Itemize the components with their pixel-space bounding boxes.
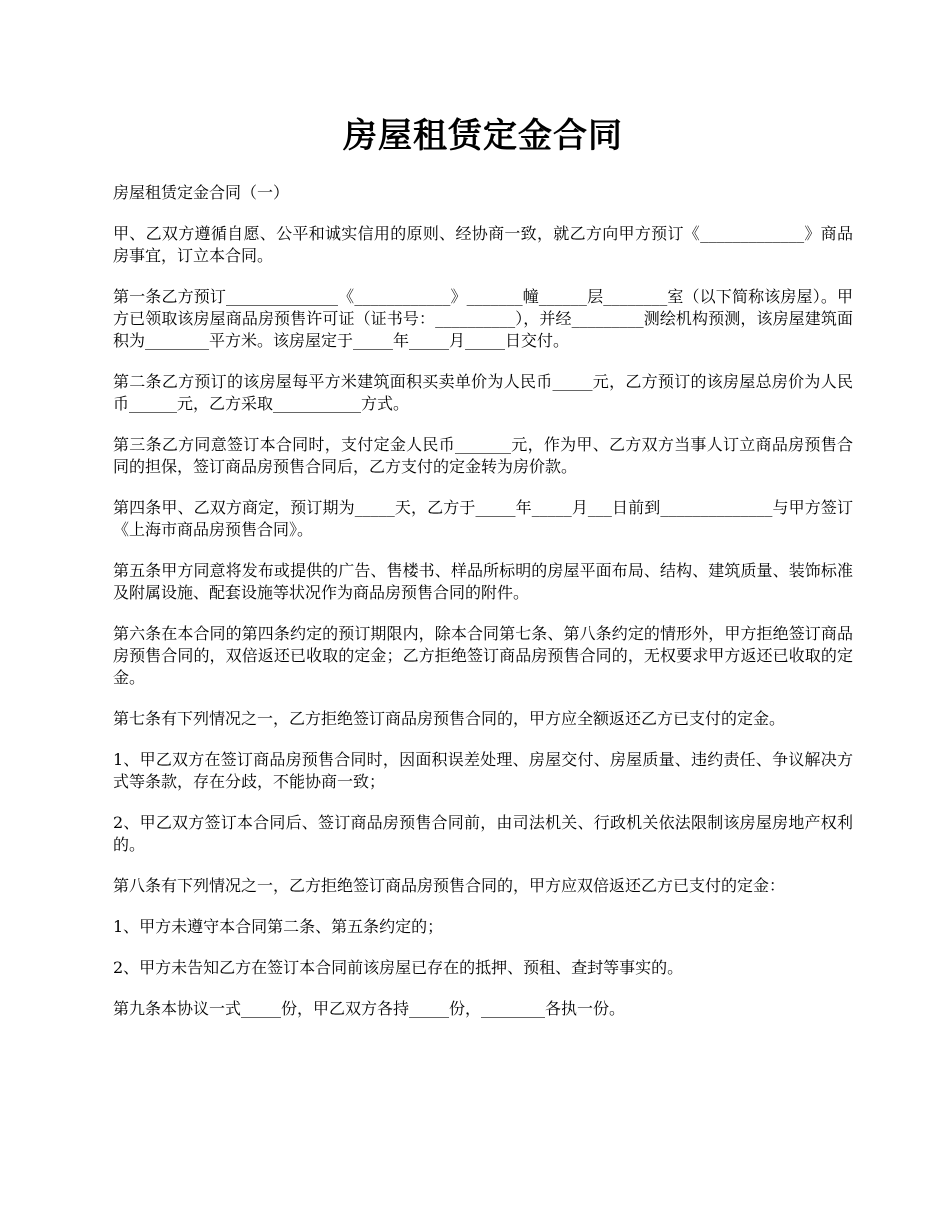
- article-4-paragraph: 第四条甲、乙双方商定，预订期为_____天，乙方于_____年_____月___日前到______________与甲方签订《上海市商品房预售合同》。: [113, 498, 853, 539]
- preamble-paragraph: 甲、乙双方遵循自愿、公平和诚实信用的原则、经协商一致，就乙方向甲方预订《_____________》商品房事宜，订立本合同。: [113, 224, 853, 265]
- article-3-paragraph: 第三条乙方同意签订本合同时，支付定金人民币_______元，作为甲、乙方双方当事人订立商品房预售合同的担保，签订商品房预售合同后，乙方支付的定金转为房价款。: [113, 435, 853, 476]
- document-page: [113, 110, 853, 1039]
- article-2-paragraph: 第二条乙方预订的该房屋每平方米建筑面积买卖单价为人民币_____元，乙方预订的该房屋总房价为人民币______元，乙方采取___________方式。: [113, 372, 853, 413]
- document-title: 房屋租赁定金合同: [343, 116, 623, 156]
- article-5-paragraph: 第五条甲方同意将发布或提供的广告、售楼书、样品所标明的房屋平面布局、结构、建筑质量、装饰标准及附属设施、配套设施等状况作为商品房预售合同的附件。: [113, 561, 853, 602]
- article-7-paragraph: 第七条有下列情况之一，乙方拒绝签订商品房预售合同的，甲方应全额返还乙方已支付的定金。: [113, 709, 786, 728]
- article-7-item-2: 2、甲乙双方签订本合同后、签订商品房预售合同前，由司法机关、行政机关依法限制该房屋房地产权利的。: [113, 813, 853, 854]
- article-9-paragraph: 第九条本协议一式_____份，甲乙双方各持_____份，________各执一份。: [113, 999, 626, 1018]
- article-7-item-1: 1、甲乙双方在签订商品房预售合同时，因面积误差处理、房屋交付、房屋质量、违约责任、争议解决方式等条款，存在分歧，不能协商一致；: [113, 750, 853, 791]
- article-6-paragraph: 第六条在本合同的第四条约定的预订期限内，除本合同第七条、第八条约定的情形外，甲方拒绝签订商品房预售合同的，双倍返还已收取的定金；乙方拒绝签订商品房预售合同的，无权要求甲方返还已收取的定金。: [113, 624, 853, 687]
- article-1-paragraph: 第一条乙方预订______________《____________》_______幢______层________室（以下简称该房屋）。甲方已领取该房屋商品房预售许可证（证书号：__________），并经_________测绘机构预测，该房屋建筑面积为________平方米。该房屋定于_____年_____月_____日交付。: [113, 287, 853, 350]
- article-8-item-1: 1、甲方未遵守本合同第二条、第五条约定的；: [113, 917, 444, 936]
- article-8-item-2: 2、甲方未告知乙方在签订本合同前该房屋已存在的抵押、预租、查封等事实的。: [113, 958, 684, 977]
- article-8-paragraph: 第八条有下列情况之一，乙方拒绝签订商品房预售合同的，甲方应双倍返还乙方已支付的定金：: [113, 876, 786, 895]
- subtitle-paragraph: 房屋租赁定金合同（一）: [113, 183, 290, 202]
